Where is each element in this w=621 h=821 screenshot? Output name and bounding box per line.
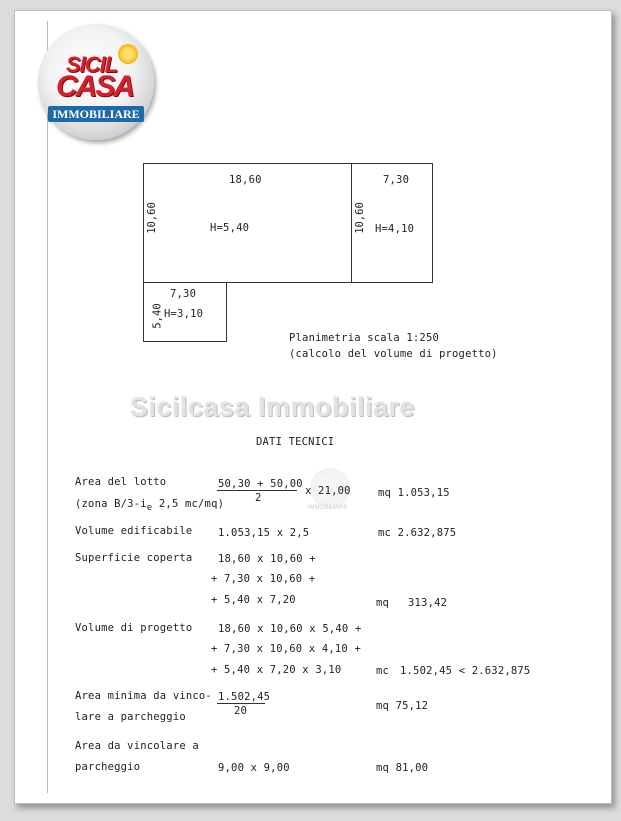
area-parcheggio-result: mq 81,00 xyxy=(376,762,429,774)
area-minima-label-1: Area minima da vinco- xyxy=(75,690,212,702)
superficie-line-2: + 7,30 x 10,60 + xyxy=(211,573,316,585)
mini-watermark-text: IMMOBILIARE xyxy=(308,505,348,511)
plan-small-depth: 5,40 xyxy=(151,303,164,329)
volume-progetto-label: Volume di progetto xyxy=(75,622,193,634)
area-minima-label-2: lare a parcheggio xyxy=(75,711,186,723)
area-parcheggio-calc: 9,00 x 9,00 xyxy=(218,762,290,774)
superficie-line-1: 18,60 x 10,60 + xyxy=(218,553,316,565)
volume-progetto-line-1: 18,60 x 10,60 x 5,40 + xyxy=(218,623,362,635)
lotto-zone-ratio: 2,5 mc/mq) xyxy=(158,498,225,510)
sicilcasa-watermark: Sicilcasa Immobiliare xyxy=(130,392,416,422)
superficie-label: Superficie coperta xyxy=(75,552,193,564)
volume-edificabile-label: Volume edificabile xyxy=(75,525,193,537)
plan-right-width: 7,30 xyxy=(383,174,410,186)
lotto-multiplier: x 21,00 xyxy=(305,485,351,497)
plan-small-width: 7,30 xyxy=(170,288,197,300)
margin-line xyxy=(47,21,48,793)
plan-main-depth: 10,60 xyxy=(145,202,158,234)
plan-caption-note: (calcolo del volume di progetto) xyxy=(289,348,498,360)
lotto-result: mq 1.053,15 xyxy=(378,487,450,499)
superficie-result: 313,42 xyxy=(408,597,448,609)
area-minima-numerator: 1.502,45 xyxy=(218,691,271,703)
plan-small-height: H=3,10 xyxy=(164,308,204,320)
volume-progetto-unit: mc xyxy=(376,665,390,677)
lotto-numerator: 50,30 + 50,00 xyxy=(218,478,303,490)
plan-main-width: 18,60 xyxy=(229,174,262,186)
lotto-zone-text: (zona B/3-i xyxy=(75,498,147,510)
lotto-zone-label xyxy=(75,498,224,513)
volume-edificabile-calc: 1.053,15 x 2,5 xyxy=(218,527,310,539)
plan-right-depth: 10,60 xyxy=(353,202,366,234)
lotto-denominator: 2 xyxy=(255,492,262,504)
logo-text-immobiliare: IMMOBILIARE xyxy=(52,107,140,121)
lotto-label: Area del lotto xyxy=(75,476,167,488)
area-minima-denominator: 20 xyxy=(234,705,248,717)
lotto-zone-index: e xyxy=(146,503,153,514)
superficie-line-3: + 5,40 x 7,20 xyxy=(211,594,296,606)
area-minima-fraction-line xyxy=(217,703,265,704)
area-parcheggio-label-2: parcheggio xyxy=(75,761,141,773)
sicilcasa-logo xyxy=(38,24,154,140)
volume-edificabile-result: mc 2.632,875 xyxy=(378,527,457,539)
volume-progetto-line-2: + 7,30 x 10,60 x 4,10 + xyxy=(211,643,361,655)
plan-caption-scale: Planimetria scala 1:250 xyxy=(289,332,439,344)
volume-progetto-line-3: + 5,40 x 7,20 x 3,10 xyxy=(211,664,342,676)
volume-progetto-result: 1.502,45 < 2.632,875 xyxy=(400,665,531,677)
plan-right-height: H=4,10 xyxy=(375,223,415,235)
logo-text-sicil: SICIL xyxy=(66,52,118,77)
lotto-fraction-line xyxy=(217,490,297,491)
area-parcheggio-label-1: Area da vincolare a xyxy=(75,740,199,752)
area-minima-result: mq 75,12 xyxy=(376,700,429,712)
logo-text-casa: CASA xyxy=(56,70,134,103)
section-title: DATI TECNICI xyxy=(256,436,335,448)
sun-icon xyxy=(118,44,138,64)
plan-main-height: H=5,40 xyxy=(210,222,250,234)
superficie-unit: mq xyxy=(376,597,390,609)
